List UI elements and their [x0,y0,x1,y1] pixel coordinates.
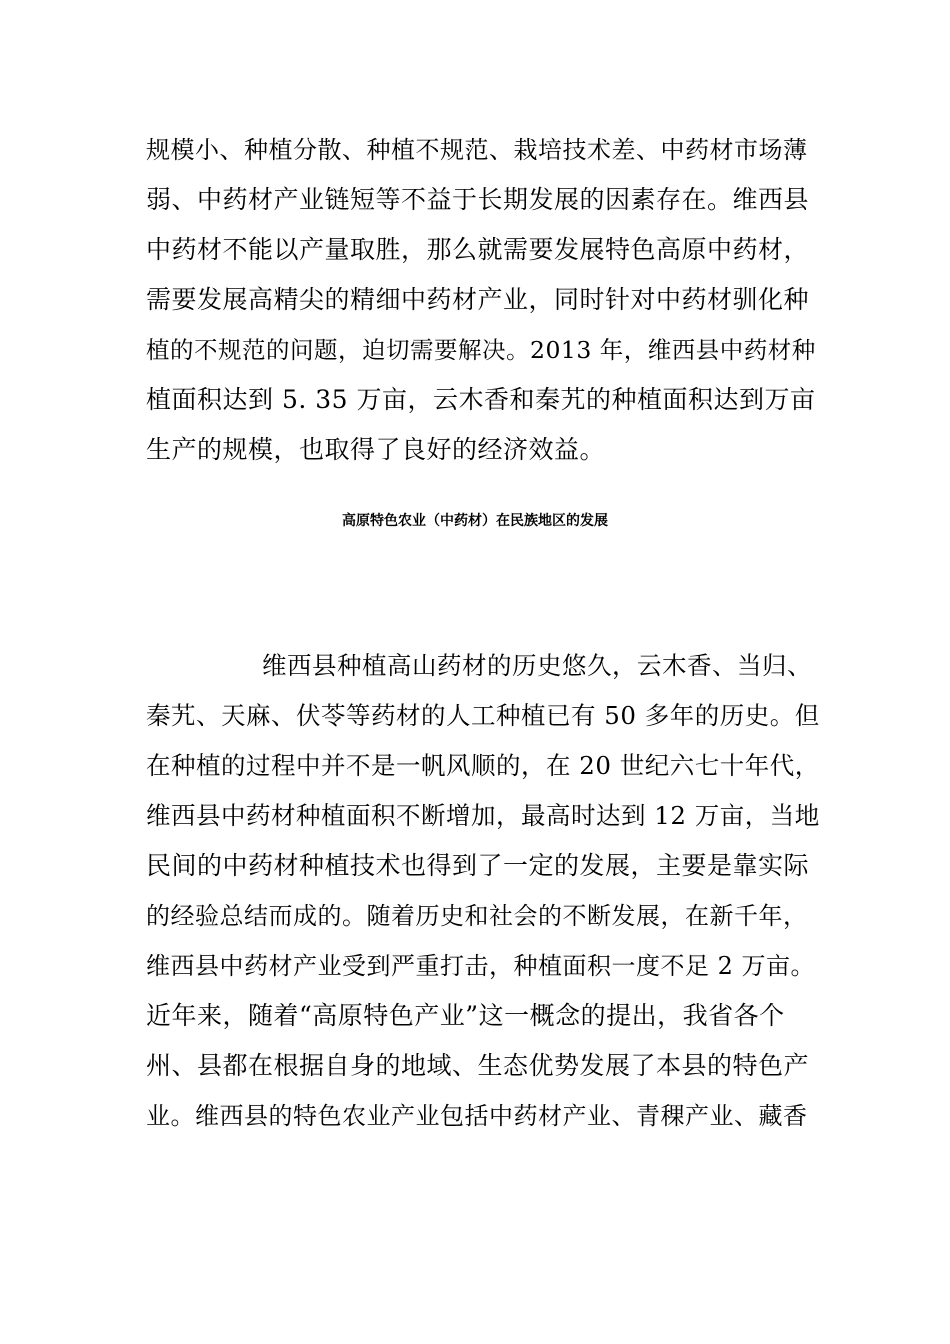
paragraph-2-line-2: 秦艽、天麻、伏苓等药材的人工种植已有 50 多年的历史。但 [146,701,820,730]
paragraph-2-line-9: 州、县都在根据自身的地域、生态优势发展了本县的特色产 [146,1051,810,1080]
paragraph-2-line-8: 近年来，随着“高原特色产业”这一概念的提出，我省各个 [146,1001,785,1030]
paragraph-1-line-4: 需要发展高精尖的精细中药材产业，同时针对中药材驯化种 [146,285,810,314]
paragraph-1-line-5: 植的不规范的问题，迫切需要解决。2013 年，维西县中药材种 [146,336,816,364]
paragraph-2-line-7: 维西县中药材产业受到严重打击，种植面积一度不足 2 万亩。 [146,952,816,980]
paragraph-1-line-6: 植面积达到 5. 35 万亩，云木香和秦艽的种植面积达到万亩 [146,385,816,414]
paragraph-2-line-6: 的经验总结而成的。随着历史和社会的不断发展，在新千年， [146,902,808,930]
paragraph-2-line-3: 在种植的过程中并不是一帆风顺的，在 20 世纪六七十年代， [146,751,820,780]
paragraph-1-line-1: 规模小、种植分散、种植不规范、栽培技术差、中药材市场薄 [146,136,808,164]
paragraph-2-line-1: 维西县种植高山药材的历史悠久，云木香、当归、 [262,651,812,680]
paragraph-2-line-5: 民间的中药材种植技术也得到了一定的发展，主要是靠实际 [146,851,810,880]
paragraph-1-line-7: 生产的规模，也取得了良好的经济效益。 [146,435,606,464]
section-heading: 高原特色农业（中药材）在民族地区的发展 [342,513,608,529]
paragraph-2-line-10: 业。维西县的特色农业产业包括中药材产业、青稞产业、藏香 [146,1102,808,1130]
paragraph-1-line-2: 弱、中药材产业链短等不益于长期发展的因素存在。维西县 [146,185,810,214]
paragraph-1-line-3: 中药材不能以产量取胜，那么就需要发展特色高原中药材， [146,235,810,264]
paragraph-2-line-4: 维西县中药材种植面积不断增加，最高时达到 12 万亩，当地 [146,801,820,830]
